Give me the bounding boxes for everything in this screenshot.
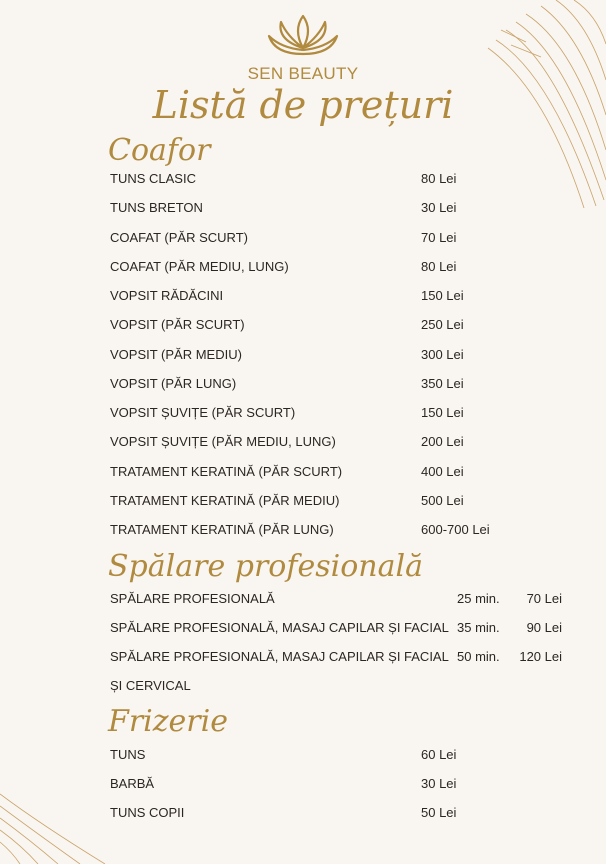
price-item-price: 90 Lei [526,620,562,635]
page-title: Listă de prețuri [152,83,454,127]
price-item-price: 150 Lei [421,405,464,420]
section-title-coafor: Coafor [108,133,211,168]
price-item-price: 400 Lei [421,463,464,479]
price-item-price: 350 Lei [421,375,464,391]
price-item-name: VOPSIT RĂDĂCINI [110,288,224,303]
price-item-name: VOPSIT ȘUVIȚE (PĂR SCURT) [110,405,296,420]
price-item-price: 70 Lei [526,591,562,606]
price-item-name: TUNS CLASIC [110,171,196,186]
price-item-price: 600-700 Lei [421,522,490,537]
price-item-price: 70 Lei [421,229,457,245]
price-item-name: VOPSIT (PĂR LUNG) [110,375,237,391]
price-item-name: TRATAMENT KERATINĂ (PĂR LUNG) [110,522,334,537]
price-item-name: VOPSIT (PĂR MEDIU) [110,346,242,362]
price-item-price: 150 Lei [421,288,464,303]
price-item-duration: 35 min. [457,620,500,635]
price-item-name: VOPSIT (PĂR SCURT) [110,317,245,333]
price-item-name: TUNS COPII [110,805,185,820]
price-item-name: SPĂLARE PROFESIONALĂ, MASAJ CAPILAR ȘI FACIAL [110,620,449,635]
price-item-price: 120 Lei [519,649,562,664]
leaf-decoration-bottom-left [0,784,110,864]
price-item-name: SPĂLARE PROFESIONALĂ [110,591,275,606]
price-item-price: 60 Lei [421,747,457,762]
price-item-name: TUNS BRETON [110,200,203,216]
lotus-icon [265,12,341,62]
price-item-price: 200 Lei [421,434,464,450]
price-item-price: 80 Lei [421,171,457,186]
price-item-name: TUNS [110,747,146,762]
price-item-price: 30 Lei [421,776,457,791]
price-item-name: COAFAT (PĂR SCURT) [110,229,248,245]
section-title-spalare: Spălare profesională [108,549,423,584]
price-item-name-continued: ȘI CERVICAL [110,678,191,693]
price-item-name: TRATAMENT KERATINĂ (PĂR SCURT) [110,463,343,479]
price-item-price: 50 Lei [421,805,457,820]
price-item-name: VOPSIT ȘUVIȚE (PĂR MEDIU, LUNG) [110,434,336,450]
price-item-duration: 25 min. [457,591,500,606]
price-item-price: 250 Lei [421,317,464,333]
lotus-logo [0,12,606,67]
price-item-duration: 50 min. [457,649,500,664]
price-item-price: 500 Lei [421,492,464,508]
price-item-name: BARBĂ [110,776,155,791]
price-item-price: 300 Lei [421,346,464,362]
price-item-name: COAFAT (PĂR MEDIU, LUNG) [110,258,289,274]
price-item-name: SPĂLARE PROFESIONALĂ, MASAJ CAPILAR ȘI FACIAL [110,649,449,664]
price-item-price: 80 Lei [421,258,457,274]
brand-name: SEN BEAUTY [247,64,359,83]
price-item-price: 30 Lei [421,200,457,216]
section-title-frizerie: Frizerie [108,704,228,739]
price-item-name: TRATAMENT KERATINĂ (PĂR MEDIU) [110,492,340,508]
